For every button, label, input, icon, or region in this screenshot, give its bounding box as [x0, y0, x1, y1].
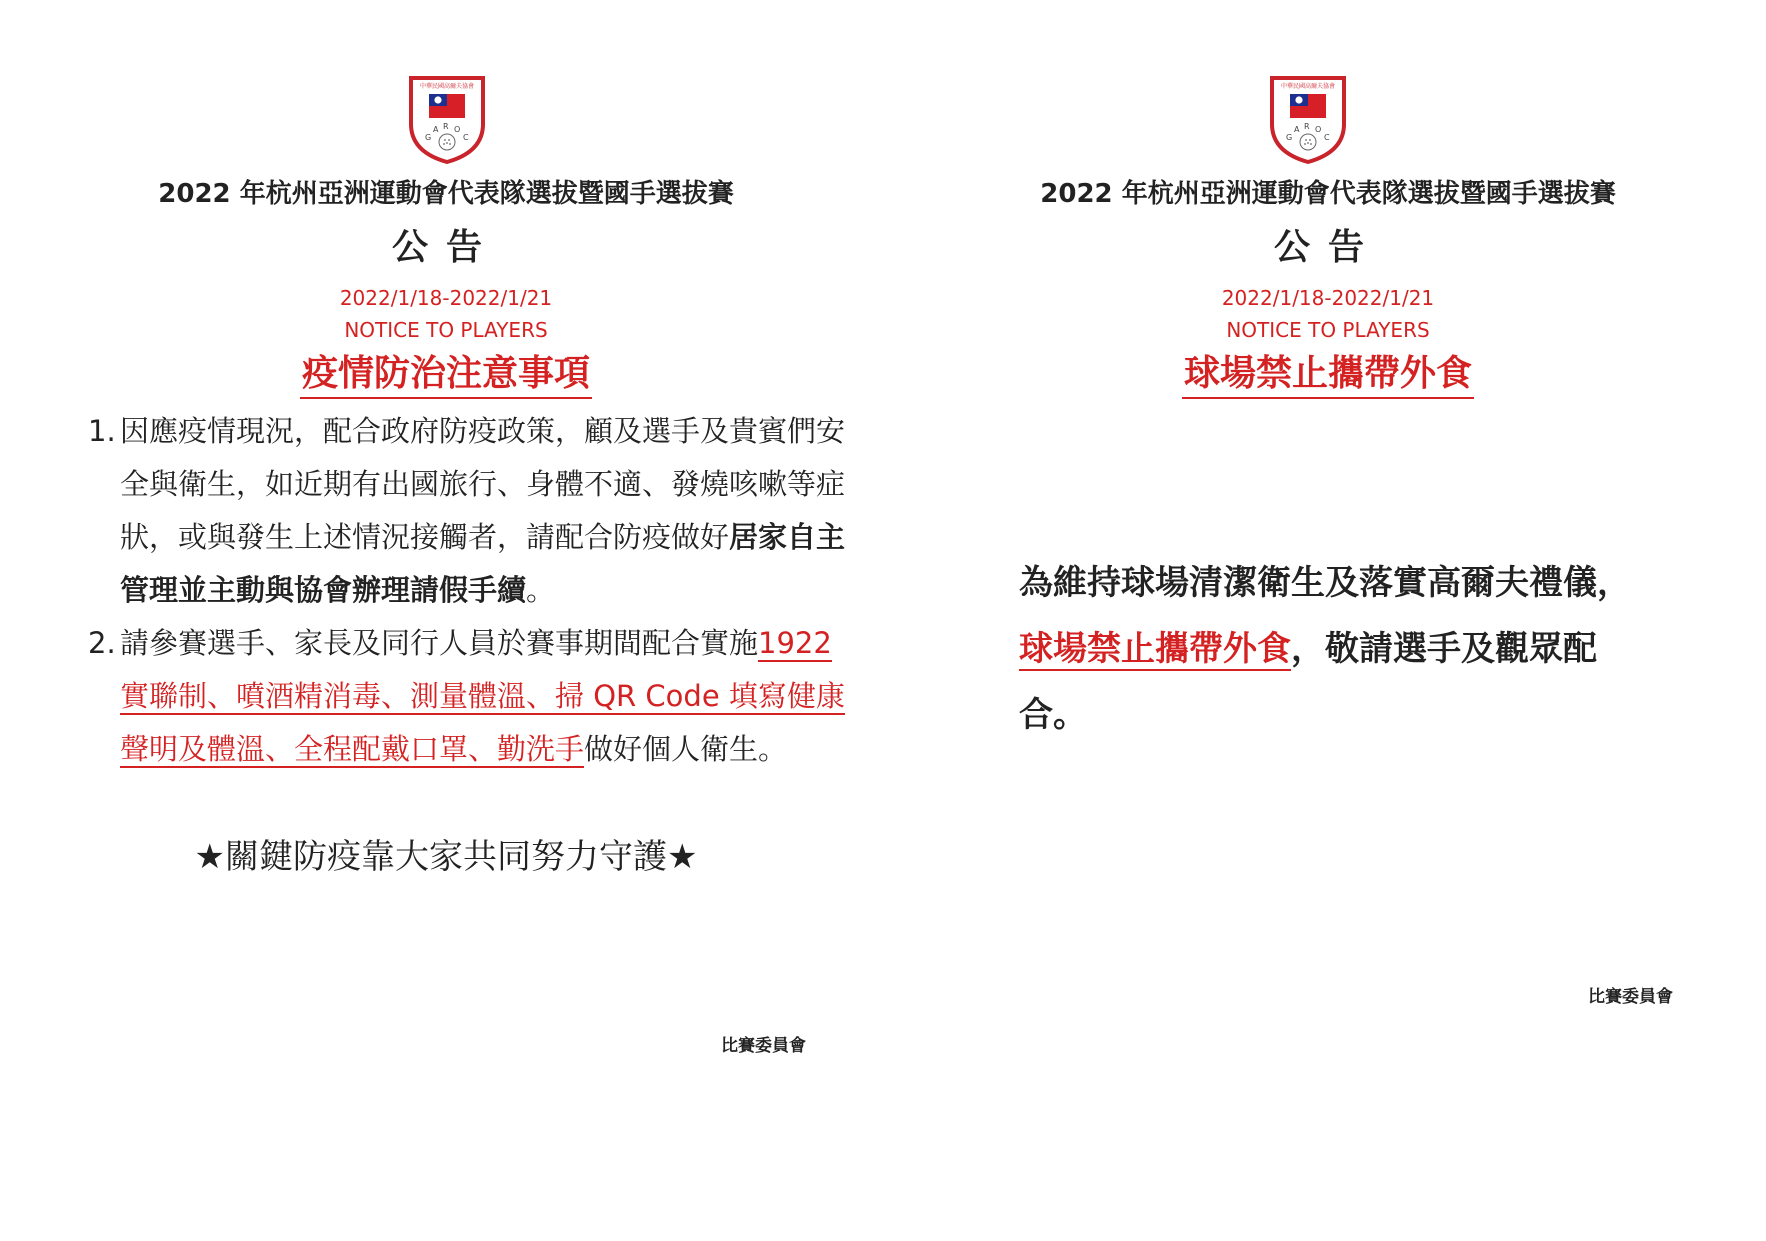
list-item: [88, 617, 848, 776]
garoc-logo: [1266, 72, 1350, 166]
item-number: 1.: [88, 414, 116, 448]
svg-text:R: R: [443, 122, 449, 131]
rule-paragraph: [1019, 550, 1659, 748]
item-emphasis: 居家自主管理並主動與協會辦理請假手續: [120, 520, 846, 607]
slogan: ★關鍵防疫靠大家共同努力守護★: [194, 837, 698, 877]
svg-text:C: C: [1324, 133, 1330, 142]
item-text: 請參賽選手、家長及同行人員於賽事期間配合實施: [120, 626, 759, 660]
item-highlight: 1922 實聯制、噴酒精消毒、測量體溫、掃 QR Code 填寫健康聲明及體溫、全程配戴口罩、勤洗手: [120, 626, 845, 766]
item-text: 因應疫情現況，配合政府防疫政策，顧及選手及貴賓們安全與衛生，如近期有出國旅行、身體不適、發燒咳嗽等症狀，或與發生上述情況接觸者，請配合防疫做好: [120, 414, 846, 554]
garoc-shield-icon: [1266, 72, 1350, 166]
garoc-logo: [405, 72, 489, 166]
notice-subject: [80, 350, 812, 398]
garoc-shield-icon: [405, 72, 489, 166]
item-text-end: 。: [526, 573, 556, 607]
svg-text:G: G: [1286, 133, 1293, 142]
announcement-heading: 公告: [391, 227, 500, 268]
announcement-heading: 公告: [1273, 227, 1382, 268]
committee-signature: 比賽委員會: [721, 1036, 806, 1056]
svg-text:O: O: [454, 125, 461, 134]
notice-subject: [963, 350, 1693, 398]
rule-highlight: 球場禁止攜帶外食: [1019, 629, 1291, 669]
svg-text:A: A: [433, 125, 439, 134]
subject-text: 球場禁止攜帶外食: [1182, 353, 1474, 399]
svg-text:A: A: [1294, 125, 1300, 134]
item-number: 2.: [88, 626, 116, 660]
svg-text:中華民國高爾夫協會: 中華民國高爾夫協會: [419, 83, 475, 90]
committee-signature: 比賽委員會: [1588, 987, 1673, 1007]
event-date: 2022/1/18-2022/1/21: [1221, 286, 1435, 310]
precaution-list: [88, 405, 848, 776]
item-text-end: 做好個人衛生。: [584, 732, 788, 766]
subject-text: 疫情防治注意事項: [300, 353, 592, 399]
notice-right: [883, 0, 1766, 1241]
svg-text:C: C: [463, 133, 469, 142]
rule-text-end: ，敬請選手及觀眾配合。: [1019, 629, 1597, 735]
svg-text:G: G: [425, 133, 432, 142]
event-date: 2022/1/18-2022/1/21: [339, 286, 553, 310]
svg-text:中華民國高爾夫協會: 中華民國高爾夫協會: [1280, 83, 1336, 90]
notice-to-players: NOTICE TO PLAYERS: [344, 318, 548, 342]
event-title: 2022 年杭州亞洲運動會代表隊選拔暨國手選拔賽: [158, 179, 734, 209]
rule-text-start: 為維持球場清潔衛生及落實高爾夫禮儀，: [1019, 563, 1631, 603]
event-title: 2022 年杭州亞洲運動會代表隊選拔暨國手選拔賽: [1040, 179, 1616, 209]
notice-to-players: NOTICE TO PLAYERS: [1226, 318, 1430, 342]
list-item: [88, 405, 848, 617]
svg-text:O: O: [1315, 125, 1322, 134]
svg-text:R: R: [1304, 122, 1310, 131]
